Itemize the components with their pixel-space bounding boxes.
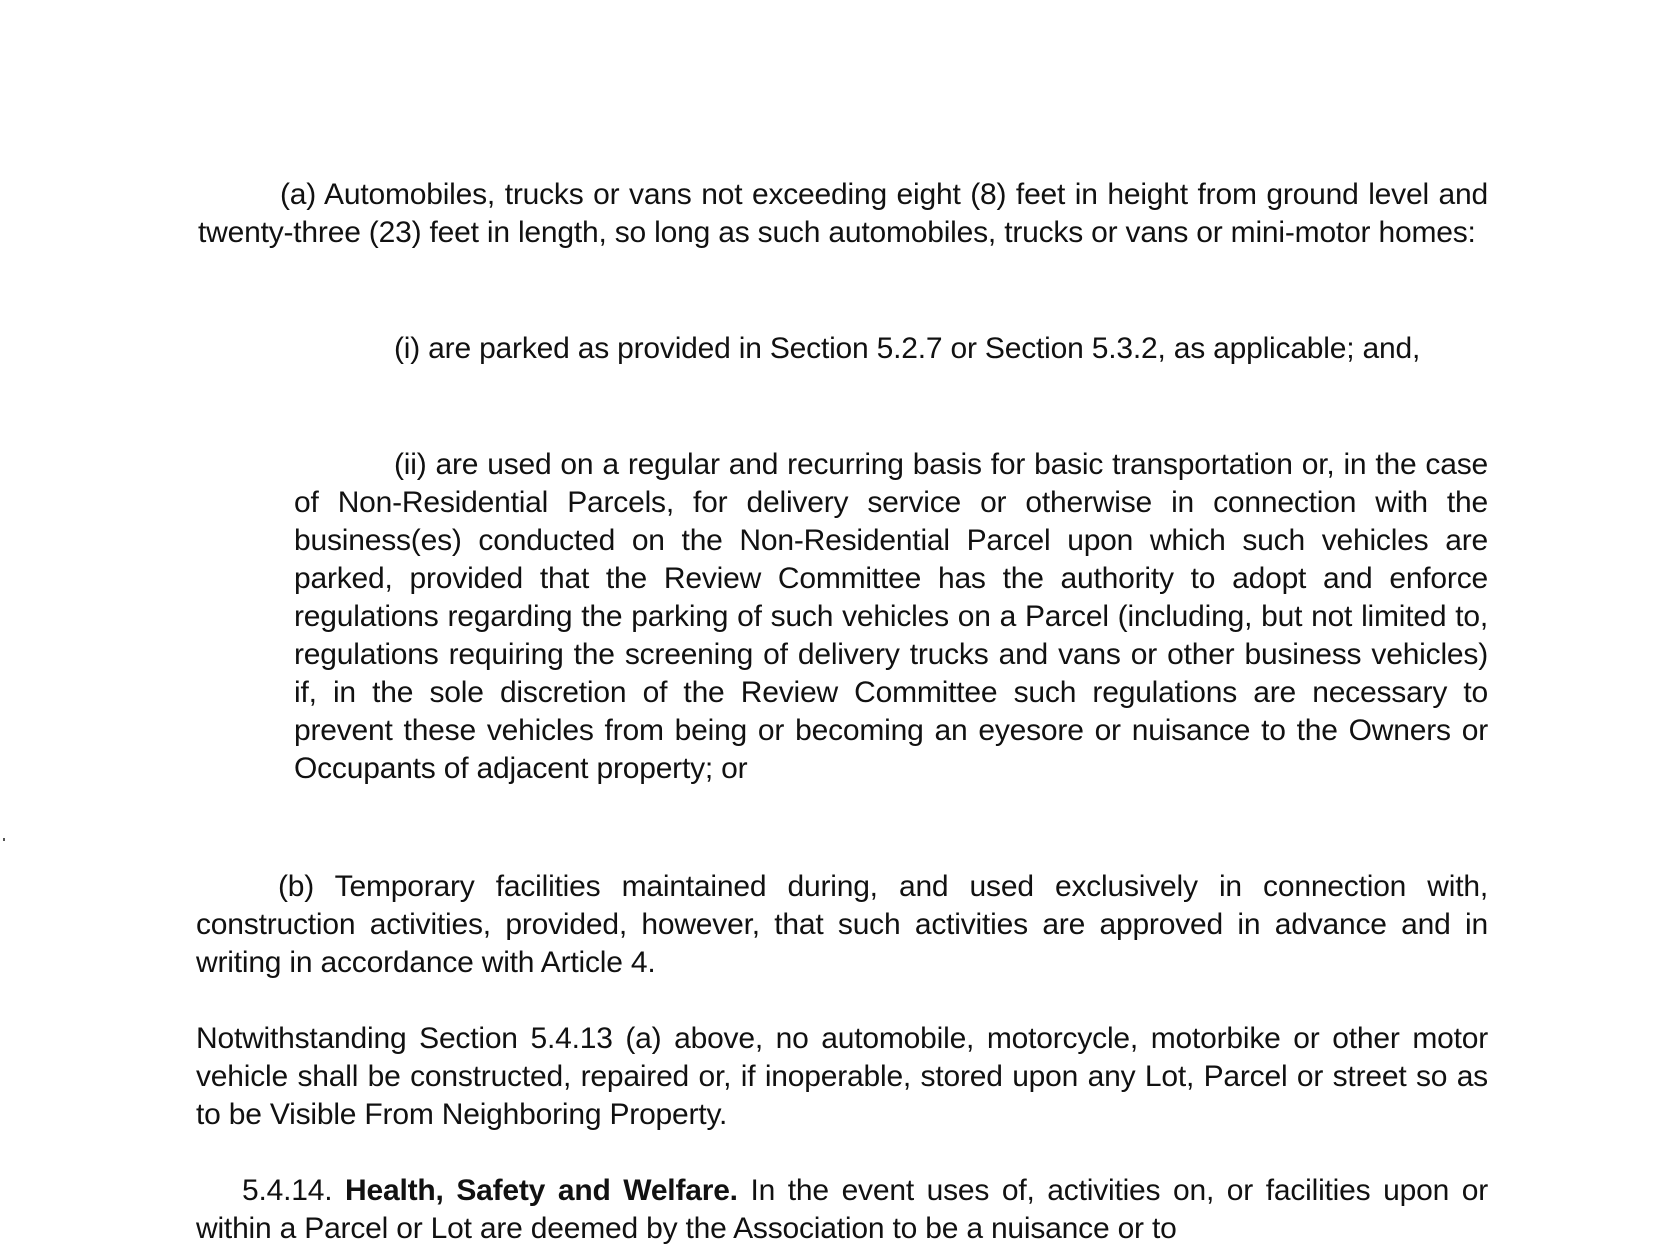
section-5-4-14 <box>196 1172 1488 1248</box>
section-text: In the event uses of, activities on, or facilities upon or within a Parcel or Lot are deemed by the Association to be a nuisance or to <box>196 1174 1488 1245</box>
subparagraph-ii-use: (ii) are used on a regular and recurring basis for basic transportation or, in the case of Non-Residential Parcels, for delivery service or otherwise in connection with the business(es) conducted on the Non-Residential Parcel upon which such vehicles are parked, provided that the Review Committee has the authority to adopt and enforce regulations regarding the parking of such vehicles on a Parcel (including, but not limited to, regulations requiring the screening of delivery trucks and vans or other business vehicles) if, in the sole discretion of the Review Committee such regulations are necessary to prevent these vehicles from being or becoming an eyesore or nuisance to the Owners or Occupants of adjacent property; or <box>294 448 1488 785</box>
paragraph-b-temporary-facilities: (b) Temporary facilities maintained during, and used exclusively in connection with, construction activities, provided, however, that such activities are approved in advance and in writing in accordance with Article 4. <box>196 870 1488 979</box>
scan-speck <box>3 838 5 841</box>
section-heading: Health, Safety and Welfare. <box>345 1174 738 1207</box>
subparagraph-i-parking: (i) are parked as provided in Section 5.2.7 or Section 5.3.2, as applicable; and, <box>394 332 1421 365</box>
paragraph-notwithstanding: Notwithstanding Section 5.4.13 (a) above, no automobile, motorcycle, motorbike or other motor vehicle shall be constructed, repaired or, if inoperable, stored upon any Lot, Parcel or street so as to be Visible From Neighboring Property. <box>196 1022 1488 1131</box>
section-number: 5.4.14. <box>242 1174 333 1207</box>
paragraph-a-automobiles: (a) Automobiles, trucks or vans not exceeding eight (8) feet in height from ground level and twenty-three (23) feet in length, so long as such automobiles, trucks or vans or mini-motor homes: <box>198 178 1488 249</box>
